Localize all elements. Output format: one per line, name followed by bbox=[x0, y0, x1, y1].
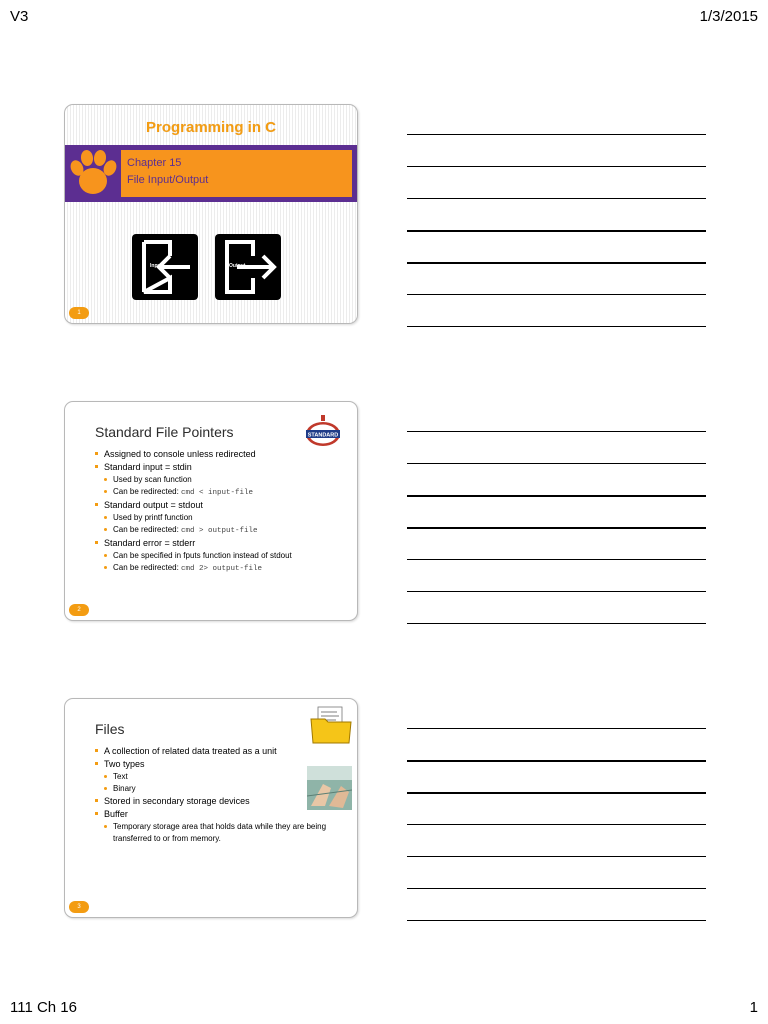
sub-bullet-item bbox=[104, 783, 350, 795]
sub-bullet-item bbox=[104, 486, 350, 499]
bullet-text: Temporary storage area that holds data while they are being transferred to or from memory. bbox=[113, 822, 327, 843]
notes-line bbox=[407, 463, 706, 464]
sub-bullet-item bbox=[104, 550, 350, 562]
slide-thumbnail-3 bbox=[64, 698, 358, 918]
sub-bullet-item bbox=[104, 524, 350, 537]
bullet-item bbox=[95, 745, 350, 758]
logo-text: STANDARD bbox=[307, 432, 339, 439]
bullet-text: Stored in secondary storage devices bbox=[104, 796, 250, 806]
bullet-item bbox=[95, 499, 350, 512]
notes-line bbox=[407, 527, 706, 529]
bullet-item bbox=[95, 758, 350, 771]
notes-line bbox=[407, 198, 706, 199]
notes-line bbox=[407, 623, 706, 624]
chapter-box bbox=[121, 150, 352, 197]
bullet-text: Assigned to console unless redirected bbox=[104, 449, 256, 459]
sub-bullet-item bbox=[104, 562, 350, 575]
notes-line bbox=[407, 920, 706, 921]
bullet-item bbox=[95, 808, 350, 821]
notes-line bbox=[407, 134, 706, 135]
slide-number: 1 bbox=[69, 307, 89, 319]
bullet-text: Standard error = stderr bbox=[104, 538, 196, 548]
bullet-text: Used by scan function bbox=[113, 475, 192, 484]
page-header-date: 1/3/2015 bbox=[699, 8, 758, 25]
notes-line bbox=[407, 262, 706, 264]
input-icon bbox=[132, 234, 198, 300]
bullet-list bbox=[95, 745, 350, 845]
notes-line bbox=[407, 760, 706, 762]
slide-title: Files bbox=[95, 721, 125, 737]
notes-line bbox=[407, 559, 706, 560]
file-folder-icon bbox=[309, 705, 353, 745]
bullet-text: Standard output = stdout bbox=[104, 500, 203, 510]
slide-thumbnail-2 bbox=[64, 401, 358, 621]
bullet-list bbox=[95, 448, 350, 575]
bullet-item bbox=[95, 461, 350, 474]
bullet-text: Can be redirected: bbox=[113, 487, 182, 496]
bullet-text: Used by printf function bbox=[113, 513, 193, 522]
code-snippet: cmd 2> output-file bbox=[181, 565, 263, 573]
chapter-subtitle: File Input/Output bbox=[127, 174, 209, 186]
bullet-item bbox=[95, 448, 350, 461]
slide-number: 3 bbox=[69, 901, 89, 913]
notes-line bbox=[407, 591, 706, 592]
bullet-text: Two types bbox=[104, 759, 145, 769]
tiger-paw-icon bbox=[67, 148, 119, 200]
bullet-text: Can be redirected: bbox=[113, 525, 182, 534]
bullet-text: Can be redirected: bbox=[113, 563, 182, 572]
bullet-item bbox=[95, 537, 350, 550]
sub-bullet-item bbox=[104, 474, 350, 486]
notes-line bbox=[407, 792, 706, 794]
page-number: 1 bbox=[749, 999, 758, 1016]
code-snippet: cmd < input-file bbox=[181, 489, 254, 497]
slide-number: 2 bbox=[69, 604, 89, 616]
sub-bullet-item bbox=[104, 771, 350, 783]
bullet-text: A collection of related data treated as a unit bbox=[104, 746, 277, 756]
page-footer-left: 111 Ch 16 bbox=[10, 999, 77, 1016]
bullet-text: Buffer bbox=[104, 809, 128, 819]
notes-line bbox=[407, 431, 706, 432]
notes-line bbox=[407, 888, 706, 889]
chapter-label: Chapter 15 bbox=[127, 157, 182, 169]
slide-thumbnail-1 bbox=[64, 104, 358, 324]
notes-line bbox=[407, 824, 706, 825]
code-snippet: cmd > output-file bbox=[181, 527, 258, 535]
sub-bullet-item bbox=[104, 821, 350, 845]
notes-line bbox=[407, 856, 706, 857]
bullet-item bbox=[95, 795, 350, 808]
notes-line bbox=[407, 294, 706, 295]
standard-logo-icon bbox=[305, 414, 341, 448]
notes-line bbox=[407, 326, 706, 327]
page-header-left: V3 bbox=[10, 8, 29, 25]
title-band bbox=[65, 145, 357, 202]
notes-line bbox=[407, 230, 706, 232]
bullet-text: Standard input = stdin bbox=[104, 462, 192, 472]
bullet-text: Can be specified in fputs function instead of stdout bbox=[113, 551, 292, 560]
input-label: Input bbox=[150, 263, 163, 269]
slide-title: Programming in C bbox=[145, 119, 276, 136]
bullet-text: Binary bbox=[113, 784, 136, 793]
notes-line bbox=[407, 166, 706, 167]
output-label: Output bbox=[229, 263, 246, 269]
sub-bullet-item bbox=[104, 512, 350, 524]
output-icon bbox=[215, 234, 281, 300]
slide-title: Standard File Pointers bbox=[95, 424, 234, 440]
notes-line bbox=[407, 495, 706, 497]
notes-line bbox=[407, 728, 706, 729]
bullet-text: Text bbox=[113, 772, 128, 781]
